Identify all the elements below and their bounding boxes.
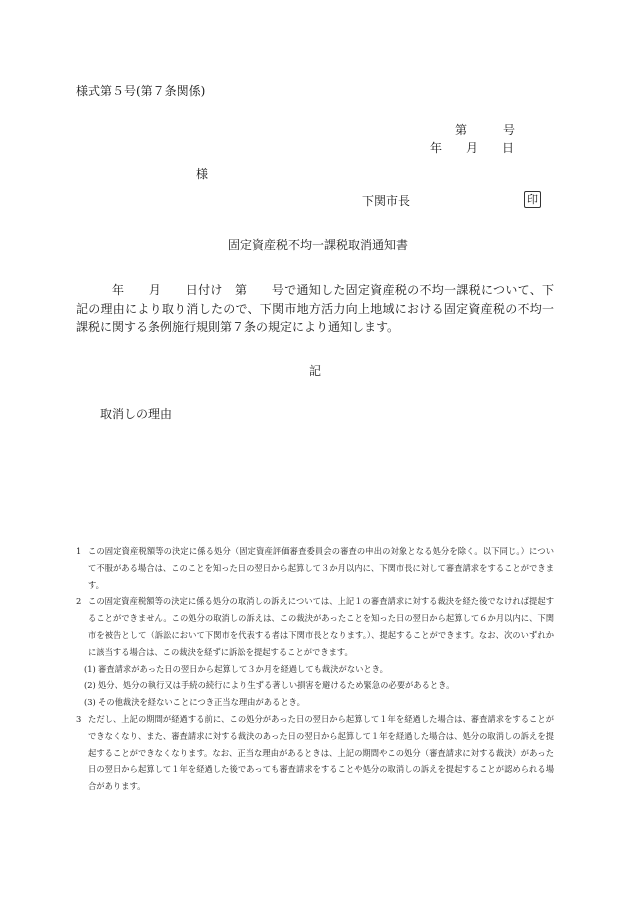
document-date: 年 月 日 xyxy=(430,141,515,155)
seal-stamp: 印 xyxy=(524,191,541,208)
note-number: 1 xyxy=(76,546,82,556)
sub-item-text: その他裁決を経ないことにつき正当な理由があるとき。 xyxy=(98,697,305,708)
reason-label: 取消しの理由 xyxy=(100,407,173,421)
note-number: 3 xyxy=(76,713,82,724)
ki-heading: 記 xyxy=(309,364,322,378)
notes-section xyxy=(76,543,554,795)
form-number: 様式第５号(第７条関係) xyxy=(76,84,206,98)
issuer: 下関市長 xyxy=(362,194,411,208)
document-number: 第 号 xyxy=(455,123,516,137)
sub-item-number: (1) xyxy=(84,663,96,674)
body-text: 年 月 日付け 第 号で通知した固定資産税の不均一課税について、下記の理由により取り消したので、下関市地方活力向上地域における固定資産税の不均一課税に関する条例施行規則第７条の規定により通知します。 xyxy=(76,283,554,334)
note-item xyxy=(76,593,554,660)
note-item xyxy=(76,543,554,593)
sub-item xyxy=(76,677,554,694)
note-text: ただし、上記の期間が経過する前に、この処分があった日の翌日から起算して１年を経過した場合は、審査請求をすることができなくなり、また、審査請求に対する裁決のあった日の翌日から起算して１年を経過した場合は、処分の取消しの訴えを提起することができなくなります。なお、正当な理由があるときは、上記の期間やこの処分（審査請求に対する裁決）があった日の翌日から起算して１年を経過した後であっても審査請求をすることや処分の取消しの訴えを提起することが認められる場合があります。 xyxy=(88,713,554,792)
sub-item-number: (2) xyxy=(84,680,96,691)
sub-item xyxy=(76,661,554,678)
note-text: この固定資産税額等の決定に係る処分の取消しの訴えについては、上記１の審査請求に対する裁決を経た後でなければ提起することができません。この処分の取消しの訴えは、この裁決があったことを知った日の翌日から起算して６か月以内に、下関市を被告として（訴訟において下関市を代表する者は下関市長となります。）、提起することができます。なお、次のいずれかに該当する場合は、この裁決を経ずに訴訟を提起することができます。 xyxy=(88,596,554,657)
note-number: 2 xyxy=(76,596,82,607)
sub-item-text: 審査請求があった日の翌日から起算して３か月を経過しても裁決がないとき。 xyxy=(98,663,388,674)
sub-item-text: 処分、処分の執行又は手続の続行により生ずる著しい損害を避けるため緊急の必要があるとき。 xyxy=(98,680,455,691)
note-text: この固定資産税額等の決定に係る処分（固定資産評価審査委員会の審査の申出の対象となる処分を除く。以下同じ。）について不服がある場合は、このことを知った日の翌日から起算して３か月以内に、下関市長に対して審査請求をすることができます。 xyxy=(88,546,554,590)
addressee: 様 xyxy=(196,167,209,181)
note-item xyxy=(76,711,554,795)
sub-item-number: (3) xyxy=(84,697,96,708)
document-title: 固定資産税不均一課税取消通知書 xyxy=(228,238,409,252)
sub-item xyxy=(76,694,554,711)
